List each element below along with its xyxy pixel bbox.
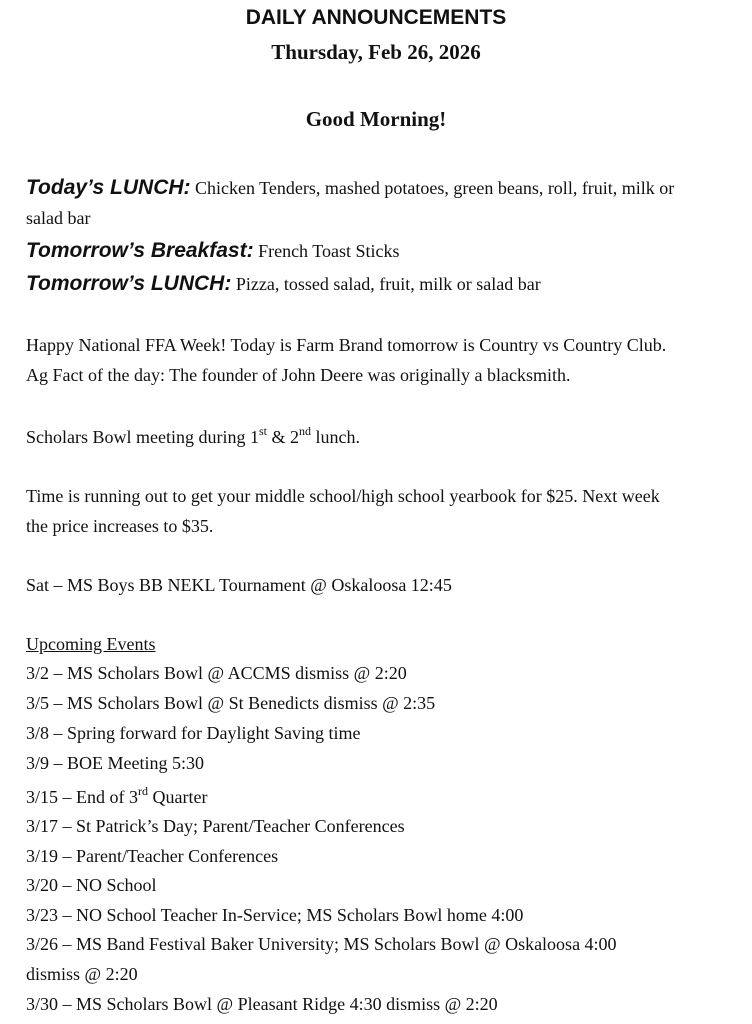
event-item: 3/19 – Parent/Teacher Conferences xyxy=(26,846,279,866)
document-date: Thursday, Feb 26, 2026 xyxy=(271,40,481,64)
ffa-week-line: Happy National FFA Week! Today is Farm Brand tomorrow is Country vs Country Club. xyxy=(26,335,667,355)
todays-lunch-line xyxy=(26,173,736,204)
event-item-continued: dismiss @ 2:20 xyxy=(26,964,138,984)
scholars-text-a: Scholars Bowl meeting during 1 xyxy=(26,427,259,447)
scholars-text-b: & 2 xyxy=(267,427,300,447)
event-text-b: Quarter xyxy=(148,787,208,807)
saturday-event-line: Sat – MS Boys BB NEKL Tournament @ Oskaloosa 12:45 xyxy=(26,575,452,595)
tomorrow-breakfast-text: French Toast Sticks xyxy=(253,241,400,261)
scholars-sup-2: nd xyxy=(299,424,312,438)
todays-lunch-line-2: salad bar xyxy=(26,208,91,228)
todays-lunch-label: Today’s LUNCH: xyxy=(26,176,191,199)
event-item xyxy=(26,783,736,815)
event-item: 3/5 – MS Scholars Bowl @ St Benedicts dismiss @ 2:35 xyxy=(26,693,436,713)
scholars-text-c: lunch. xyxy=(311,427,361,447)
scholars-sup-1: st xyxy=(258,424,267,438)
event-item: 3/26 – MS Band Festival Baker University; MS Scholars Bowl @ Oskaloosa 4:00 xyxy=(26,934,617,954)
event-item: 3/2 – MS Scholars Bowl @ ACCMS dismiss @ 2:20 xyxy=(26,663,407,683)
yearbook-line-1: Time is running out to get your middle school/high school yearbook for $25. Next week xyxy=(26,486,660,506)
tomorrow-lunch-line xyxy=(26,269,736,300)
event-item: 3/20 – NO School xyxy=(26,875,157,895)
event-text-a: 3/15 – End of 3 xyxy=(26,787,138,807)
todays-lunch-text: Chicken Tenders, mashed potatoes, green beans, roll, fruit, milk or xyxy=(190,178,675,198)
event-sup: rd xyxy=(138,784,148,798)
upcoming-events-heading: Upcoming Events xyxy=(26,634,156,654)
event-item: 3/23 – NO School Teacher In-Service; MS Scholars Bowl home 4:00 xyxy=(26,905,524,925)
ag-fact-line: Ag Fact of the day: The founder of John Deere was originally a blacksmith. xyxy=(26,365,571,385)
event-item: 3/30 – MS Scholars Bowl @ Pleasant Ridge 4:30 dismiss @ 2:20 xyxy=(26,994,498,1014)
tomorrow-lunch-label: Tomorrow’s LUNCH: xyxy=(26,272,232,295)
tomorrow-breakfast-label: Tomorrow’s Breakfast: xyxy=(26,239,254,262)
event-item: 3/17 – St Patrick’s Day; Parent/Teacher Conferences xyxy=(26,816,405,836)
document-title: DAILY ANNOUNCEMENTS xyxy=(245,6,507,29)
event-item: 3/8 – Spring forward for Daylight Saving time xyxy=(26,723,361,743)
yearbook-line-2: the price increases to $35. xyxy=(26,516,214,536)
scholars-bowl-meeting-line xyxy=(26,423,736,455)
event-item: 3/9 – BOE Meeting 5:30 xyxy=(26,753,204,773)
tomorrow-lunch-text: Pizza, tossed salad, fruit, milk or salad bar xyxy=(231,274,541,294)
tomorrow-breakfast-line xyxy=(26,236,736,267)
greeting: Good Morning! xyxy=(305,107,447,131)
